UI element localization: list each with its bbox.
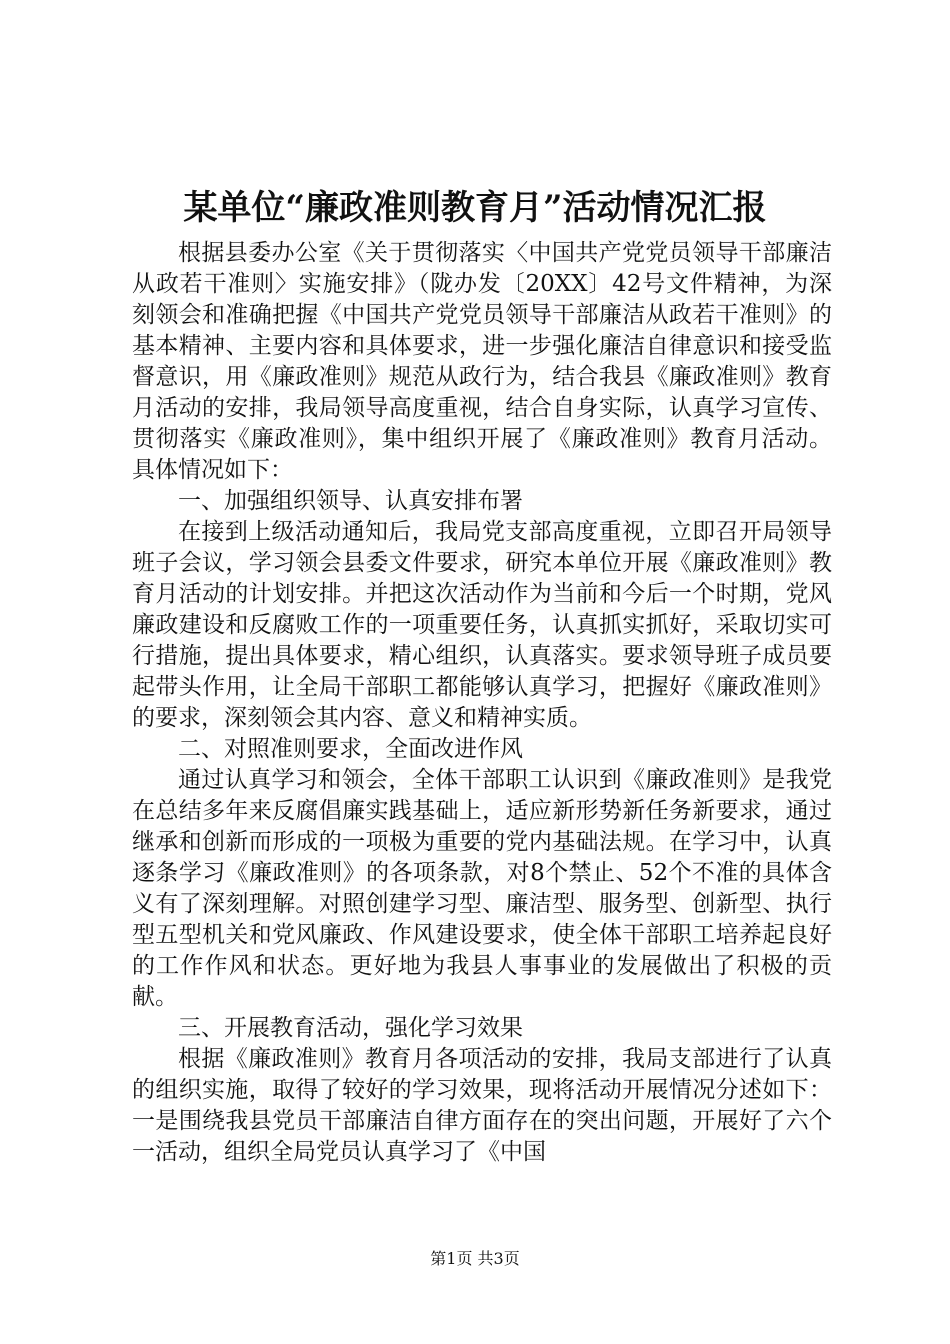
document-title: 某单位“廉政准则教育月”活动情况汇报 xyxy=(183,188,767,228)
paragraph-section-2: 通过认真学习和领会，全体干部职工认识到《廉政准则》是我党在总结多年来反腐倡廉实践基础上，适应新形势新任务新要求，通过继承和创新而形成的一项极为重要的党内基础法规。在学习中，认真逐条学习《廉政准则》的各项条款，对8个禁止、52个不准的具体含义有了深刻理解。对照创建学习型、廉洁型、服务型、创新型、执行型五型机关和党风廉政、作风建设要求，使全体干部职工培养起良好的工作作风和状态。更好地为我县人事事业的发展做出了积极的贡献。 xyxy=(132,767,832,1010)
document-body xyxy=(132,238,832,1168)
section-heading-2: 二、对照准则要求，全面改进作风 xyxy=(178,736,523,762)
page-number-footer: 第1页 共3页 xyxy=(430,1249,520,1268)
section-heading-1: 一、加强组织领导、认真安排布署 xyxy=(178,488,523,514)
section-heading-3: 三、开展教育活动，强化学习效果 xyxy=(178,1015,523,1041)
paragraph-intro: 根据县委办公室《关于贯彻落实〈中国共产党党员领导干部廉洁从政若干准则〉实施安排》（陇办发〔20XX〕42号文件精神，为深刻领会和准确把握《中国共产党党员领导干部廉洁从政若干准则》的基本精神、主要内容和具体要求，进一步强化廉洁自律意识和接受监督意识，用《廉政准则》规范从政行为，结合我县《廉政准则》教育月活动的安排，我局领导高度重视，结合自身实际，认真学习宣传、贯彻落实《廉政准则》，集中组织开展了《廉政准则》教育月活动。具体情况如下： xyxy=(132,240,832,483)
paragraph-section-3: 根据《廉政准则》教育月各项活动的安排，我局支部进行了认真的组织实施，取得了较好的学习效果，现将活动开展情况分述如下：一是围绕我县党员干部廉洁自律方面存在的突出问题，开展好了六个一活动，组织全局党员认真学习了《中国 xyxy=(132,1046,832,1165)
paragraph-section-1: 在接到上级活动通知后，我局党支部高度重视，立即召开局领导班子会议，学习领会县委文件要求，研究本单位开展《廉政准则》教育月活动的计划安排。并把这次活动作为当前和今后一个时期，党风廉政建设和反腐败工作的一项重要任务，认真抓实抓好，采取切实可行措施，提出具体要求，精心组织，认真落实。要求领导班子成员要起带头作用，让全局干部职工都能够认真学习，把握好《廉政准则》的要求，深刻领会其内容、意义和精神实质。 xyxy=(132,519,832,731)
